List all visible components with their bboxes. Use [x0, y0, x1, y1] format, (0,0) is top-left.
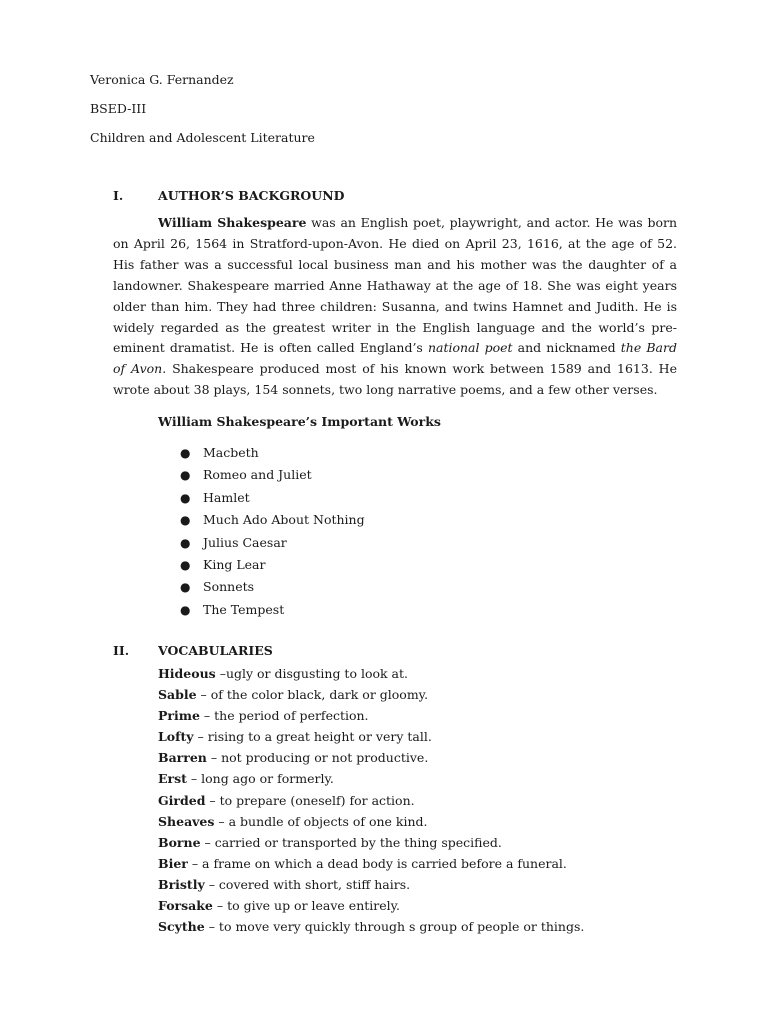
vocab-term: Prime: [158, 708, 200, 724]
bullet-icon: ●: [180, 468, 191, 483]
vocab-definition: – to move very quickly through s group of people or things.: [204, 919, 585, 935]
work-title: Romeo and Juliet: [203, 467, 312, 483]
vocab-definition: – covered with short, stiff hairs.: [204, 876, 411, 892]
vocab-term: Scythe: [158, 919, 205, 935]
bullet-icon: ●: [180, 490, 191, 505]
vocab-term: Hideous: [158, 666, 216, 681]
vocab-term: Forsake: [158, 898, 213, 914]
vocab-term: Girded: [158, 792, 206, 808]
works-heading: William Shakespeare’s Important Works: [158, 414, 441, 429]
vocab-item: [158, 896, 584, 917]
work-title: Macbeth: [203, 445, 259, 460]
vocab-term: Barren: [158, 750, 207, 766]
italic-national-poet: national poet: [427, 340, 513, 356]
vocab-item: [158, 917, 584, 938]
course-code: BSED-III: [90, 101, 147, 116]
paragraph-text-3: . Shakespeare produced most of his known work between 1589 and 1613. He wrote about 38 plays, 154 sonnets, two long narrative poems, and a few other verses.: [113, 361, 677, 398]
work-title: Sonnets: [203, 579, 255, 595]
section-2-title: VOCABULARIES: [158, 643, 273, 658]
section-2-number: II.: [113, 643, 130, 658]
work-title: Julius Caesar: [203, 534, 287, 550]
vocab-term: Sheaves: [158, 813, 215, 829]
vocab-definition: – rising to a great height or very tall.: [193, 729, 432, 745]
section-1-title: AUTHOR’S BACKGROUND: [158, 188, 345, 203]
vocab-definition: – long ago or formerly.: [186, 771, 334, 787]
vocab-term: Bier: [158, 855, 188, 871]
vocab-item: [158, 854, 584, 875]
vocab-definition: –ugly or disgusting to look at.: [215, 666, 408, 681]
subject-title: Children and Adolescent Literature: [90, 130, 315, 145]
vocab-definition: – carried or transported by the thing specified.: [200, 834, 502, 850]
vocab-definition: – not producing or not productive.: [206, 750, 429, 766]
vocab-term: Sable: [158, 687, 197, 703]
vocab-item: [158, 875, 584, 896]
vocab-definition: – to give up or leave entirely.: [212, 898, 401, 914]
author-background-paragraph: [113, 213, 677, 401]
vocab-item: [158, 791, 584, 812]
vocab-item: [158, 664, 584, 685]
vocab-term: Lofty: [158, 729, 194, 745]
bullet-icon: ●: [180, 602, 191, 617]
bullet-icon: ●: [180, 513, 191, 528]
vocab-item: [158, 812, 584, 833]
vocab-definition: – a frame on which a dead body is carried before a funeral.: [187, 855, 567, 871]
vocab-definition: – the period of perfection.: [199, 708, 369, 724]
vocab-item: [158, 748, 584, 769]
vocab-term: Bristly: [158, 876, 205, 892]
paragraph-text-1: was an English poet, playwright, and actor. He was born on April 26, 1564 in Stratford-upon-Avon. He died on April 23, 1616, at the age of 52. His father was a successful local business man and his mother was the daughter of a landowner. Shakespeare married Anne Hathaway at the age of 18. She was eight years older than him. They had three children: Susanna, and twins Hamnet and Judith. He is widely regarded as the greatest writer in the English language and the world’s pre-eminent dramatist. He is often called England’s: [113, 215, 677, 356]
bullet-icon: ●: [180, 446, 191, 460]
vocab-item: [158, 727, 584, 748]
author-name-bold: William Shakespeare: [158, 215, 307, 230]
vocab-definition: – of the color black, dark or gloomy.: [196, 687, 429, 703]
vocabulary-list: [158, 664, 584, 938]
vocab-item: [158, 706, 584, 727]
italic-bard-of-avon: the Bard of Avon: [113, 340, 677, 377]
vocab-item: [158, 685, 584, 706]
bullet-icon: ●: [180, 557, 191, 572]
vocab-term: Borne: [158, 834, 201, 850]
vocab-definition: – to prepare (oneself) for action.: [205, 792, 415, 808]
section-1-number: I.: [113, 188, 124, 203]
work-title: Hamlet: [203, 489, 250, 505]
work-title: The Tempest: [203, 601, 285, 617]
author-name: Veronica G. Fernandez: [90, 72, 234, 87]
work-title: Much Ado About Nothing: [203, 512, 365, 528]
vocab-term: Erst: [158, 771, 187, 787]
vocab-item: [158, 769, 584, 790]
bullet-icon: ●: [180, 580, 191, 595]
work-title: King Lear: [203, 556, 266, 572]
vocab-definition: – a bundle of objects of one kind.: [214, 813, 428, 829]
paragraph-text-2: and nicknamed: [512, 340, 621, 356]
vocab-item: [158, 833, 584, 854]
bullet-icon: ●: [180, 535, 191, 550]
